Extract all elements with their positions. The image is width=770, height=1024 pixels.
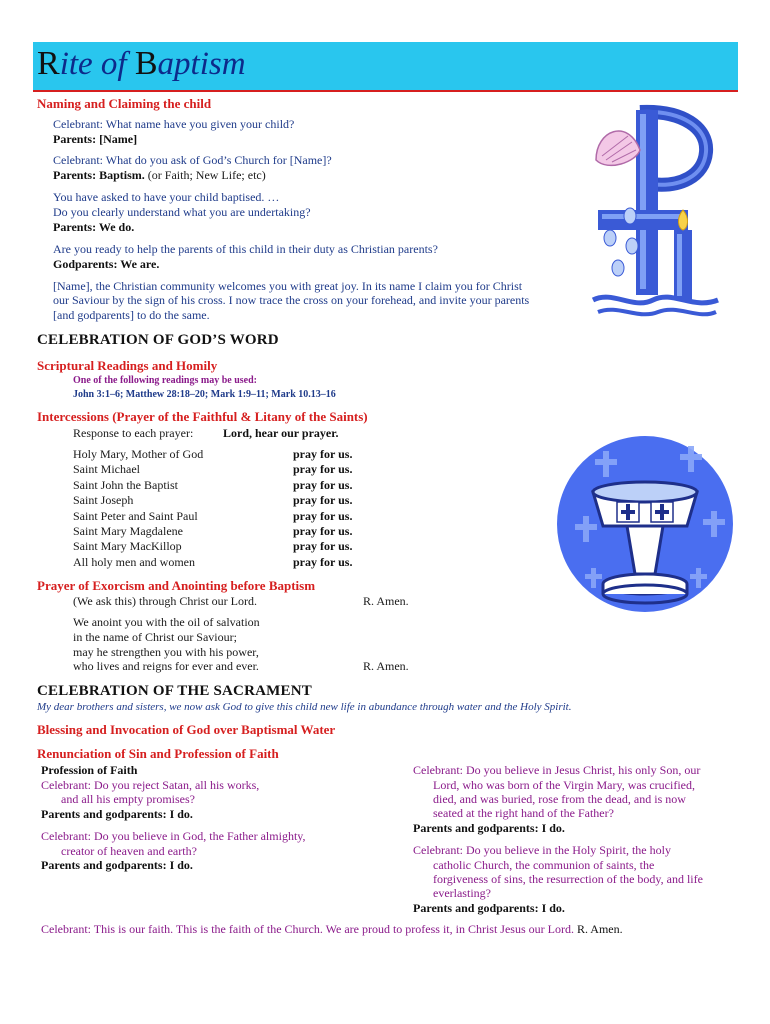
anoint-line-2: in the name of Christ our Saviour; — [73, 630, 237, 644]
naming-a4: Godparents: We are. — [53, 257, 160, 271]
litany-response: pray for us. — [293, 477, 353, 492]
right-q2c: forgiveness of sins, the resurrection of the body, and life — [433, 872, 703, 886]
naming-q4: Are you ready to help the parents of this child in their duty as Christian parents? — [53, 242, 438, 256]
anoint-line-1: We anoint you with the oil of salvation — [73, 615, 260, 629]
litany-name: Saint Mary Magdalene — [73, 524, 183, 539]
intercessions-heading: Intercessions (Prayer of the Faithful & Litany of the Saints) — [37, 409, 368, 424]
amen-2: R. Amen. — [363, 659, 409, 673]
left-r2: Parents and godparents: I do. — [41, 858, 193, 872]
anoint-line-3: may he strengthen you with his power, — [73, 645, 259, 659]
naming-p1: [Name], the Christian community welcomes you with great joy. In its name I claim you for Christ — [53, 279, 523, 293]
litany-name: Saint Mary MacKillop — [73, 539, 182, 554]
renunciation-heading: Renunciation of Sin and Profession of Faith — [37, 746, 279, 761]
chi-rho-shell-candle-icon — [588, 100, 728, 320]
sacrament-heading: CELEBRATION OF THE SACRAMENT — [37, 683, 312, 699]
left-q1a: Celebrant: Do you reject Satan, all his works, — [41, 778, 260, 792]
readings-note: One of the following readings may be used: — [73, 375, 257, 386]
litany-names — [73, 447, 203, 570]
right-q2a: Celebrant: Do you believe in the Holy Spirit, the holy — [413, 843, 671, 857]
exorcism-line: (We ask this) through Christ our Lord. — [73, 594, 258, 608]
blessing-heading: Blessing and Invocation of God over Baptismal Water — [37, 722, 336, 737]
litany-response: pray for us. — [293, 508, 353, 523]
litany-name: Holy Mary, Mother of God — [73, 447, 204, 461]
right-q1c: died, and was buried, rose from the dead, and is now — [433, 792, 686, 806]
naming-q1: Celebrant: What name have you given your child? — [53, 117, 295, 131]
left-q1b: and all his empty promises? — [61, 792, 195, 806]
naming-q2: Celebrant: What do you ask of God’s Church for [Name]? — [53, 153, 332, 167]
readings-heading: Scriptural Readings and Homily — [37, 358, 218, 373]
naming-a1: Parents: [Name] — [53, 132, 138, 146]
litany-response: pray for us. — [293, 493, 353, 508]
final-line: Celebrant: This is our faith. This is the faith of the Church. We are proud to profess it, in Christ Jesus our Lord. R. Amen. — [41, 922, 623, 936]
left-q2a: Celebrant: Do you believe in God, the Father almighty, — [41, 829, 306, 843]
litany-name: Saint Joseph — [73, 493, 134, 508]
page-title: Rite of Baptism — [37, 45, 246, 82]
word-heading: CELEBRATION OF GOD’S WORD — [37, 332, 279, 348]
baptismal-font-icon — [555, 434, 735, 614]
naming-a2: Parents: Baptism. (or Faith; New Life; etc) — [53, 168, 266, 182]
left-q2b: creator of heaven and earth? — [61, 844, 197, 858]
naming-a3: Parents: We do. — [53, 220, 135, 234]
naming-q3b: Do you clearly understand what you are undertaking? — [53, 205, 311, 219]
amen-1: R. Amen. — [363, 594, 409, 608]
naming-heading: Naming and Claiming the child — [37, 96, 212, 111]
litany-responses — [293, 447, 352, 570]
right-q1b: Lord, who was born of the Virgin Mary, was crucified, — [433, 778, 695, 792]
litany-response: pray for us. — [293, 539, 353, 554]
profession-label: Profession of Faith — [41, 763, 138, 777]
readings-list: John 3:1–6; Matthew 28:18–20; Mark 1:9–11; Mark 10.13–16 — [73, 389, 336, 400]
litany-response: pray for us. — [293, 524, 353, 539]
naming-q3a: You have asked to have your child baptised. … — [53, 190, 280, 204]
right-r2: Parents and godparents: I do. — [413, 901, 565, 915]
litany-name: Saint Peter and Saint Paul — [73, 508, 198, 523]
right-q1a: Celebrant: Do you believe in Jesus Christ, his only Son, our — [413, 763, 701, 777]
response-label: Response to each prayer: — [73, 426, 194, 440]
naming-p3: [and godparents] to do the same. — [53, 308, 210, 322]
exorcism-heading: Prayer of Exorcism and Anointing before Baptism — [37, 578, 316, 593]
right-q2b: catholic Church, the communion of saints, the — [433, 858, 655, 872]
litany-response: pray for us. — [293, 462, 353, 477]
right-q1d: seated at the right hand of the Father? — [433, 806, 614, 820]
response-text: Lord, hear our prayer. — [223, 426, 339, 440]
litany-response: pray for us. — [293, 554, 353, 569]
right-r1: Parents and godparents: I do. — [413, 821, 565, 835]
litany-response: pray for us. — [293, 447, 353, 461]
anoint-line-4: who lives and reigns for ever and ever. — [73, 659, 259, 673]
right-q2d: everlasting? — [433, 886, 491, 900]
sacrament-intro: My dear brothers and sisters, we now ask God to give this child new life in abundance through water and the Holy Spirit. — [37, 701, 572, 713]
naming-p2: our Saviour by the sign of his cross. I now trace the cross on your forehead, and invite your parents — [53, 293, 530, 307]
litany-name: All holy men and women — [73, 554, 195, 569]
left-r1: Parents and godparents: I do. — [41, 807, 193, 821]
litany-name: Saint Michael — [73, 462, 140, 477]
litany-name: Saint John the Baptist — [73, 477, 178, 492]
